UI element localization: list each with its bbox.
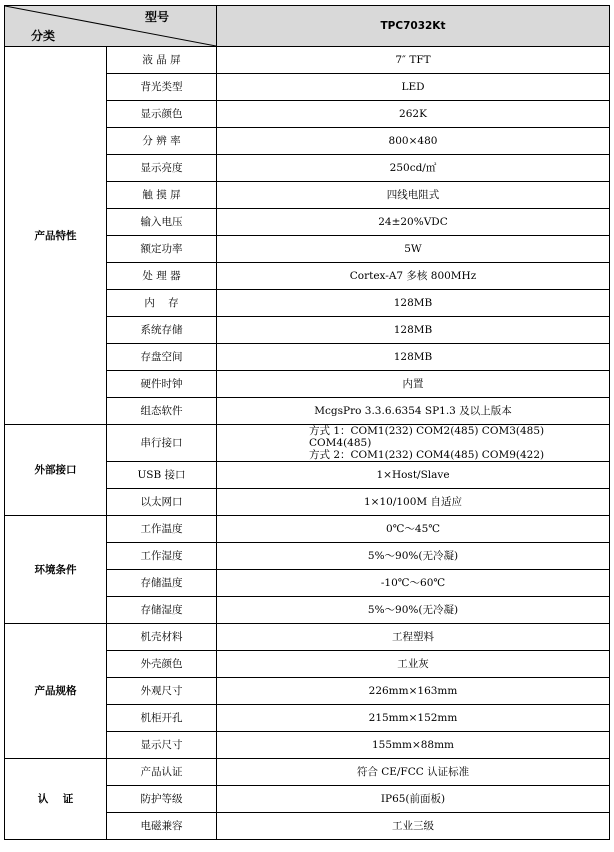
row-label: 外观尺寸 bbox=[107, 678, 217, 705]
row-value: Cortex-A7 多核 800MHz bbox=[217, 263, 610, 290]
row-label: 电磁兼容 bbox=[107, 813, 217, 840]
table-row bbox=[5, 47, 610, 74]
row-value: 128MB bbox=[217, 344, 610, 371]
header-row bbox=[5, 6, 610, 47]
row-value: LED bbox=[217, 74, 610, 101]
row-label: 触 摸 屏 bbox=[107, 182, 217, 209]
table-row bbox=[5, 624, 610, 651]
row-value: 四线电阻式 bbox=[217, 182, 610, 209]
diagonal-header-cell bbox=[5, 6, 217, 47]
model-header-label: 型号 bbox=[145, 10, 170, 24]
table-row bbox=[5, 516, 610, 543]
row-label: 工作温度 bbox=[107, 516, 217, 543]
row-value: 工业三级 bbox=[217, 813, 610, 840]
row-label: 存储湿度 bbox=[107, 597, 217, 624]
category-cell: 环境条件 bbox=[5, 516, 107, 624]
row-label: 显示颜色 bbox=[107, 101, 217, 128]
row-label: 防护等级 bbox=[107, 786, 217, 813]
row-label: 串行接口 bbox=[107, 425, 217, 462]
row-value: 800×480 bbox=[217, 128, 610, 155]
row-label: 以太网口 bbox=[107, 489, 217, 516]
row-label: 产品认证 bbox=[107, 759, 217, 786]
row-label: 硬件时钟 bbox=[107, 371, 217, 398]
row-label: 内 存 bbox=[107, 290, 217, 317]
row-label: 机壳材料 bbox=[107, 624, 217, 651]
row-label: 系统存储 bbox=[107, 317, 217, 344]
row-value: 符合 CE/FCC 认证标准 bbox=[217, 759, 610, 786]
table-row bbox=[5, 425, 610, 462]
row-value: 226mm×163mm bbox=[217, 678, 610, 705]
row-label: 外壳颜色 bbox=[107, 651, 217, 678]
category-cell: 产品规格 bbox=[5, 624, 107, 759]
row-value-line: 方式 2：COM1(232) COM4(485) COM9(422) bbox=[309, 449, 545, 461]
category-header-label: 分类 bbox=[31, 29, 56, 43]
row-label: 存储温度 bbox=[107, 570, 217, 597]
category-cell: 外部接口 bbox=[5, 425, 107, 516]
category-cell: 产品特性 bbox=[5, 47, 107, 425]
row-value: 工业灰 bbox=[217, 651, 610, 678]
row-value: McgsPro 3.3.6.6354 SP1.3 及以上版本 bbox=[217, 398, 610, 425]
row-value: 工程塑料 bbox=[217, 624, 610, 651]
category-cell: 认 证 bbox=[5, 759, 107, 840]
row-value: 1×Host/Slave bbox=[217, 462, 610, 489]
table-row bbox=[5, 759, 610, 786]
spec-table bbox=[4, 5, 610, 840]
row-value: 5%～90%(无冷凝) bbox=[217, 543, 610, 570]
row-value: 0℃～45℃ bbox=[217, 516, 610, 543]
row-value: 155mm×88mm bbox=[217, 732, 610, 759]
row-value bbox=[217, 425, 610, 462]
row-label: 工作湿度 bbox=[107, 543, 217, 570]
row-label: USB 接口 bbox=[107, 462, 217, 489]
row-label: 机柜开孔 bbox=[107, 705, 217, 732]
row-value-line: 方式 1：COM1(232) COM2(485) COM3(485) COM4(485) bbox=[309, 425, 545, 449]
row-label: 分 辨 率 bbox=[107, 128, 217, 155]
row-value: 5W bbox=[217, 236, 610, 263]
row-value: 262K bbox=[217, 101, 610, 128]
row-value: 215mm×152mm bbox=[217, 705, 610, 732]
row-value: 7″ TFT bbox=[217, 47, 610, 74]
row-value: 250cd/㎡ bbox=[217, 155, 610, 182]
model-name: TPC7032Kt bbox=[217, 6, 610, 47]
row-label: 存盘空间 bbox=[107, 344, 217, 371]
row-value: -10℃～60℃ bbox=[217, 570, 610, 597]
row-value: 128MB bbox=[217, 317, 610, 344]
row-label: 组态软件 bbox=[107, 398, 217, 425]
row-label: 处 理 器 bbox=[107, 263, 217, 290]
row-value: 内置 bbox=[217, 371, 610, 398]
row-label: 显示尺寸 bbox=[107, 732, 217, 759]
row-label: 额定功率 bbox=[107, 236, 217, 263]
row-label: 输入电压 bbox=[107, 209, 217, 236]
row-label: 背光类型 bbox=[107, 74, 217, 101]
row-label: 显示亮度 bbox=[107, 155, 217, 182]
row-value: 128MB bbox=[217, 290, 610, 317]
row-value: 24±20%VDC bbox=[217, 209, 610, 236]
row-label: 液 晶 屏 bbox=[107, 47, 217, 74]
row-value: 5%～90%(无冷凝) bbox=[217, 597, 610, 624]
row-value: 1×10/100M 自适应 bbox=[217, 489, 610, 516]
row-value: IP65(前面板) bbox=[217, 786, 610, 813]
